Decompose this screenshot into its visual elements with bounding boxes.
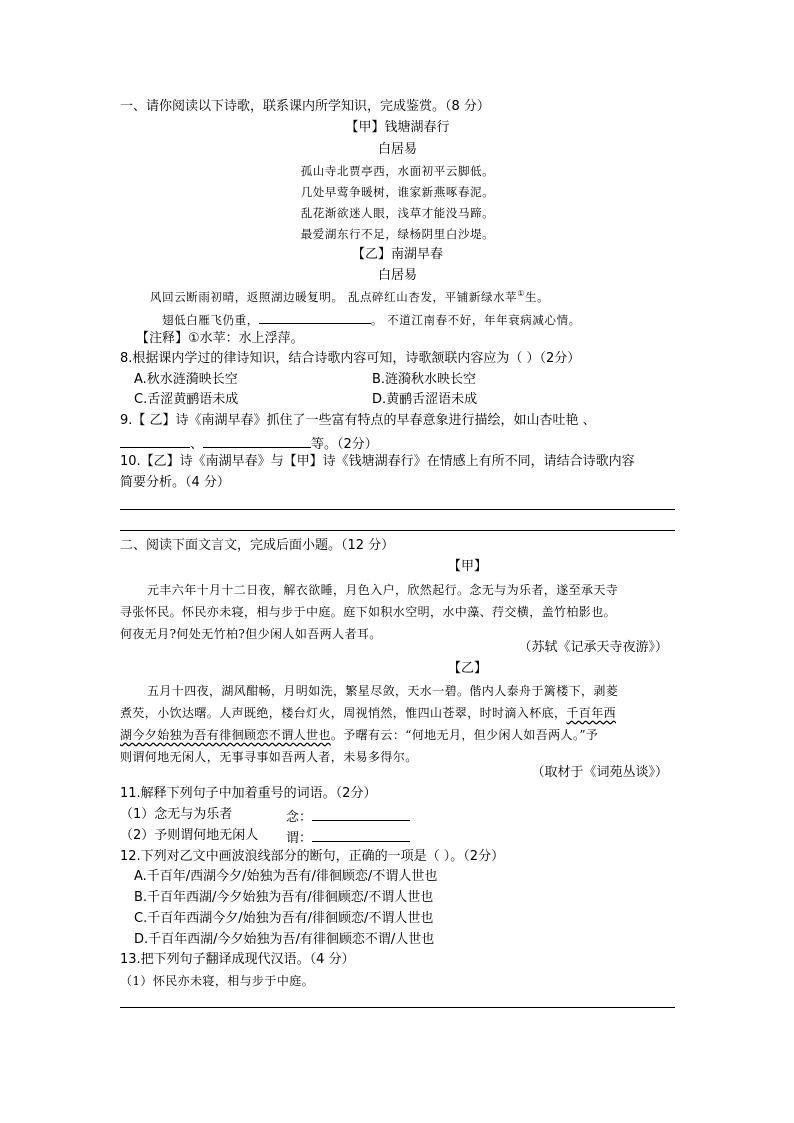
poem1-line-3: 乱花渐欲迷人眼，浅草才能没马蹄。 xyxy=(300,206,495,220)
section1-heading: 一、请你阅读以下诗歌，联系课内所学知识，完成鉴赏。（8 分） xyxy=(120,99,490,114)
q12-option-d[interactable]: D.千百年西湖/今夕始独为吾/有徘徊顾恋不谓/人世也 xyxy=(134,932,435,947)
q11-item-2-answer xyxy=(286,827,410,848)
q8-option-a[interactable]: A.秋水涟漪映长空 xyxy=(134,372,238,387)
q12-stem: 12.下列对乙文中画波浪线部分的断句，正确的一项是（ ）。（2分） xyxy=(120,849,505,864)
textB-source: （取材于《词苑丛谈》） xyxy=(531,765,668,780)
q9-answer-line xyxy=(120,433,378,454)
textB-line-3-end: 。予曙有云：“何地无月，但少闲人如吾两人。”予 xyxy=(330,728,599,742)
q11-item-1: （1）念无与为乐者 xyxy=(120,807,233,822)
q11-blank-2[interactable] xyxy=(312,827,410,842)
q12-option-b[interactable]: B.千百年西湖/今夕始独为吾有/徘徊顾恋/不谓人世也 xyxy=(134,890,434,905)
q9-blank-1[interactable] xyxy=(120,433,190,448)
q8-option-d[interactable]: D.黄鹂舌涩语未成 xyxy=(372,392,478,407)
poem2-line-1 xyxy=(150,288,549,306)
q9-stem: 9.【 乙】诗《南湖早春》抓住了一些富有特点的早春意象进行描绘，如山杏吐艳 、 xyxy=(120,413,596,428)
q11-item-2-word: 谓： xyxy=(286,831,313,846)
poem2-line-2-a: 翅低白雁飞仍重， xyxy=(162,313,259,327)
textA-label: 【甲】 xyxy=(447,559,487,574)
textA-source: （苏轼《记承天寺夜游》） xyxy=(518,640,668,655)
q13-answer-line[interactable] xyxy=(120,1007,675,1008)
q11-blank-1[interactable] xyxy=(312,806,410,821)
q13-stem: 13.把下列句子翻译成现代汉语。（4 分） xyxy=(120,952,355,967)
section2-heading: 二、阅读下面文言文，完成后面小题。（12 分） xyxy=(120,538,395,553)
textB-line-1: 五月十四夜，湖风酣畅，月明如洗，繁星尽敛，天水一碧。偕内人泰舟于篱楼下，剥菱 xyxy=(147,684,619,698)
textB-line-4: 则谓何地无闲人，无事寻事如吾两人者，未易多得尔。 xyxy=(120,750,418,764)
q12-option-c[interactable]: C.千百年西湖今夕/始独为吾有/徘徊顾恋/不谓人世也 xyxy=(134,911,434,926)
textA-line-2: 寻张怀民。怀民亦未寝，相与步于中庭。庭下如积水空明，水中藻、荇交横，盖竹柏影也。 xyxy=(120,605,617,619)
q9-end: 等。（2分） xyxy=(311,437,378,452)
poem2-line-2 xyxy=(162,309,581,329)
poem1-title: 【甲】钱塘湖春行 xyxy=(345,120,450,135)
q11-item-1-word: 念： xyxy=(286,810,313,825)
poem2-line-1-main: 风回云断雨初晴，返照湖边暖复明。 乱点碎红山杏发，平铺新绿水苹 xyxy=(150,290,518,304)
poem2-title: 【乙】南湖早春 xyxy=(351,247,443,262)
poem2-line-1-end: 生。 xyxy=(525,290,550,304)
q9-blank-2[interactable] xyxy=(203,433,311,448)
poem1-line-4: 最爱湖东行不足，绿杨阴里白沙堤。 xyxy=(300,227,495,241)
poem1-line-2: 几处早莺争暖树，谁家新燕啄春泥。 xyxy=(300,185,495,199)
poem2-footnote-mark: ① xyxy=(517,289,526,299)
q10-stem-line-2: 简要分析。（4 分） xyxy=(120,475,230,490)
textA-line-1: 元丰六年十月十二日夜，解衣欲睡，月色入户，欣然起行。念无与为乐者，遂至承天寺 xyxy=(147,583,619,597)
q13-item-1 xyxy=(120,972,314,991)
poem2-line-2-b: 。 不道江南春不好，年年衰病减心情。 xyxy=(370,313,581,327)
q9-separator: 、 xyxy=(190,437,204,452)
q8-stem: 8.根据课内学过的律诗知识，结合诗歌内容可知，诗歌颔联内容应为（ ）（2分） xyxy=(120,351,581,366)
textB-wavy-part-2: 湖今夕始独为吾有徘徊顾恋不谓人世也 xyxy=(120,728,331,742)
q12-option-a[interactable]: A.千百年/西湖今夕/始独为吾有/徘徊顾恋/不谓人世也 xyxy=(134,869,438,884)
q11-stem: 11.解释下列句子中加着重号的词语。（2分） xyxy=(120,786,377,801)
q8-option-c[interactable]: C.舌涩黄鹂语未成 xyxy=(134,392,239,407)
q11-item-1-answer xyxy=(286,806,410,827)
textB-wavy-part-1: 千百年西 xyxy=(566,706,617,720)
textB-line-2 xyxy=(120,704,616,722)
q10-answer-line-2[interactable] xyxy=(120,530,675,531)
poem2-author: 白居易 xyxy=(377,268,417,283)
textB-label: 【乙】 xyxy=(447,661,487,676)
q10-answer-line-1[interactable] xyxy=(120,509,675,510)
poem1-author: 白居易 xyxy=(377,142,417,157)
textB-line-2-text: 煮芡，小饮达曙。人声既绝，楼台灯火，周视悄然，惟四山苍翠，时时滴入杯底， xyxy=(120,706,567,720)
poem1-line-1: 孤山寺北贾亭西，水面初平云脚低。 xyxy=(300,164,495,178)
q13-item-1-text: （1）怀民亦未寝，相与步于中庭。 xyxy=(120,974,315,988)
poem2-note: 【注释】①水苹：水上浮萍。 xyxy=(136,331,304,346)
poem2-fill-blank[interactable] xyxy=(259,309,371,324)
q10-stem-line-1: 10.【乙】诗《南湖早春》与【甲】诗《钱塘湖春行》在情感上有所不同，请结合诗歌内容 xyxy=(120,454,635,469)
q11-item-2: （2）予则谓何地无闲人 xyxy=(120,828,259,843)
textB-line-3 xyxy=(120,726,598,744)
q8-option-b[interactable]: B.涟漪秋水映长空 xyxy=(372,372,477,387)
textA-line-3: 何夜无月?何处无竹柏?但少闲人如吾两人者耳。 xyxy=(120,627,382,641)
